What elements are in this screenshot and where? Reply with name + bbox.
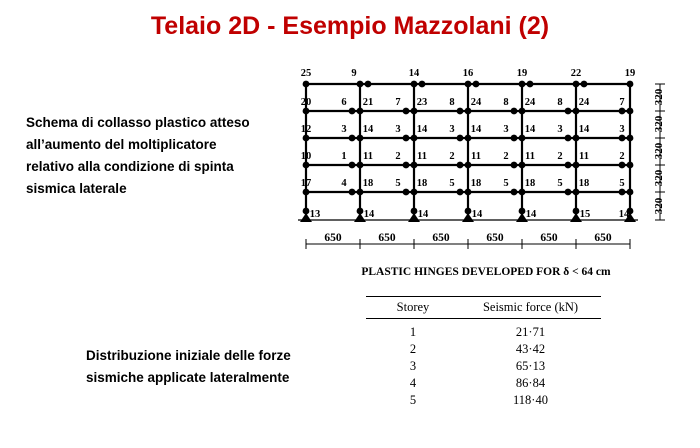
storey-height-label: 320 — [653, 142, 665, 160]
hinge-label: 2 — [503, 151, 509, 162]
hinge-label: 14 — [416, 124, 428, 135]
hinge-label: 7 — [619, 97, 625, 108]
span-label: 650 — [324, 232, 342, 244]
hinge-label: 10 — [300, 151, 312, 162]
frame-diagram — [276, 62, 682, 282]
hinge-label: 8 — [503, 97, 509, 108]
table-row — [366, 375, 601, 392]
hinge-label: 2 — [395, 151, 401, 162]
hinge-label: 25 — [300, 68, 312, 79]
hinge-label: 14 — [618, 209, 630, 220]
hinge-label: 1 — [341, 151, 347, 162]
span-label: 650 — [594, 232, 612, 244]
hinge-label: 18 — [578, 178, 590, 189]
span-label: 650 — [486, 232, 504, 244]
hinge-label: 22 — [570, 68, 582, 79]
table-row — [366, 392, 601, 409]
storey-height-label: 320 — [653, 169, 665, 187]
cell-force: 65·13 — [515, 359, 546, 373]
hinge-label: 24 — [578, 97, 590, 108]
hinge-label: 24 — [524, 97, 536, 108]
hinge-label: 14 — [524, 124, 536, 135]
hinge-label: 11 — [417, 151, 427, 162]
page-title: Telaio 2D - Esempio Mazzolani (2) — [150, 12, 550, 40]
hinge-label: 4 — [341, 178, 347, 189]
table-header-storey: Storey — [366, 297, 460, 319]
hinge-label: 18 — [524, 178, 536, 189]
description-text-force-distribution: Distribuzione iniziale delle forze sismiche applicate lateralmente — [86, 348, 291, 385]
seismic-force-table — [366, 296, 601, 409]
hinge-label: 14 — [417, 209, 429, 220]
table-row — [366, 319, 601, 342]
storey-height-label: 320 — [653, 88, 665, 106]
hinge-label: 3 — [557, 124, 563, 135]
storey-dimension-labels — [653, 88, 665, 214]
hinge-label: 19 — [516, 68, 528, 79]
hinge-label: 14 — [362, 124, 374, 135]
table-header-row — [366, 297, 601, 319]
span-label: 650 — [540, 232, 558, 244]
hinge-label: 17 — [300, 178, 312, 189]
hinge-label: 3 — [503, 124, 509, 135]
hinge-label: 15 — [579, 209, 591, 220]
description-text-collapse: Schema di collasso plastico atteso all’aumento del moltiplicatore relativo alla condizione di spinta sismica laterale — [26, 115, 250, 196]
hinge-label: 14 — [470, 124, 482, 135]
span-label: 650 — [432, 232, 450, 244]
hinge-label: 11 — [363, 151, 373, 162]
span-label: 650 — [378, 232, 396, 244]
cell-storey: 2 — [409, 342, 417, 356]
hinge-label: 20 — [300, 97, 312, 108]
hinge-label: 3 — [395, 124, 401, 135]
hinge-label: 2 — [557, 151, 563, 162]
hinge-label: 3 — [619, 124, 625, 135]
hinge-label: 24 — [470, 97, 482, 108]
hinge-label: 13 — [309, 209, 321, 220]
hinge-label: 14 — [363, 209, 375, 220]
hinge-label: 11 — [471, 151, 481, 162]
cell-storey: 4 — [409, 376, 417, 390]
cell-storey: 1 — [409, 325, 417, 339]
hinge-label: 7 — [395, 97, 401, 108]
hinge-label: 8 — [449, 97, 455, 108]
hinge-label: 14 — [525, 209, 537, 220]
storey-height-label: 320 — [653, 115, 665, 133]
hinge-label: 8 — [557, 97, 563, 108]
hinge-label: 3 — [341, 124, 347, 135]
hinge-label: 21 — [362, 97, 374, 108]
hinge-label: 6 — [341, 97, 347, 108]
hinge-label: 16 — [462, 68, 474, 79]
hinge-label: 5 — [395, 178, 401, 189]
frame-schematic-svg — [276, 62, 682, 282]
storey-height-label: 320 — [653, 197, 665, 215]
hinge-label: 14 — [578, 124, 590, 135]
hinge-label: 18 — [362, 178, 374, 189]
hinge-label: 23 — [416, 97, 428, 108]
hinge-label: 14 — [408, 68, 420, 79]
hinge-label: 5 — [557, 178, 563, 189]
hinge-label: 14 — [471, 209, 483, 220]
cell-storey: 5 — [409, 393, 417, 407]
hinge-label: 11 — [525, 151, 535, 162]
hinge-label: 2 — [619, 151, 625, 162]
table-row — [366, 341, 601, 358]
span-dimension-line — [306, 239, 630, 249]
cell-force: 86·84 — [515, 376, 546, 390]
table-header-force: Seismic force (kN) — [460, 297, 601, 319]
table-row — [366, 358, 601, 375]
hinge-label: 12 — [300, 124, 312, 135]
hinge-label: 5 — [619, 178, 625, 189]
cell-force: 43·42 — [515, 342, 546, 356]
cell-storey: 3 — [409, 359, 417, 373]
hinge-label: 2 — [449, 151, 455, 162]
hinge-label: 5 — [449, 178, 455, 189]
cell-force: 118·40 — [513, 393, 548, 407]
hinge-label: 3 — [449, 124, 455, 135]
hinge-label: 19 — [624, 68, 636, 79]
hinge-label: 5 — [503, 178, 509, 189]
hinge-label: 18 — [470, 178, 482, 189]
figure-caption: PLASTIC HINGES DEVELOPED FOR δ < 64 cm — [361, 266, 611, 278]
hinge-label: 9 — [351, 68, 357, 79]
cell-force: 21·71 — [515, 325, 546, 339]
hinge-label: 18 — [416, 178, 428, 189]
hinge-label: 11 — [579, 151, 589, 162]
